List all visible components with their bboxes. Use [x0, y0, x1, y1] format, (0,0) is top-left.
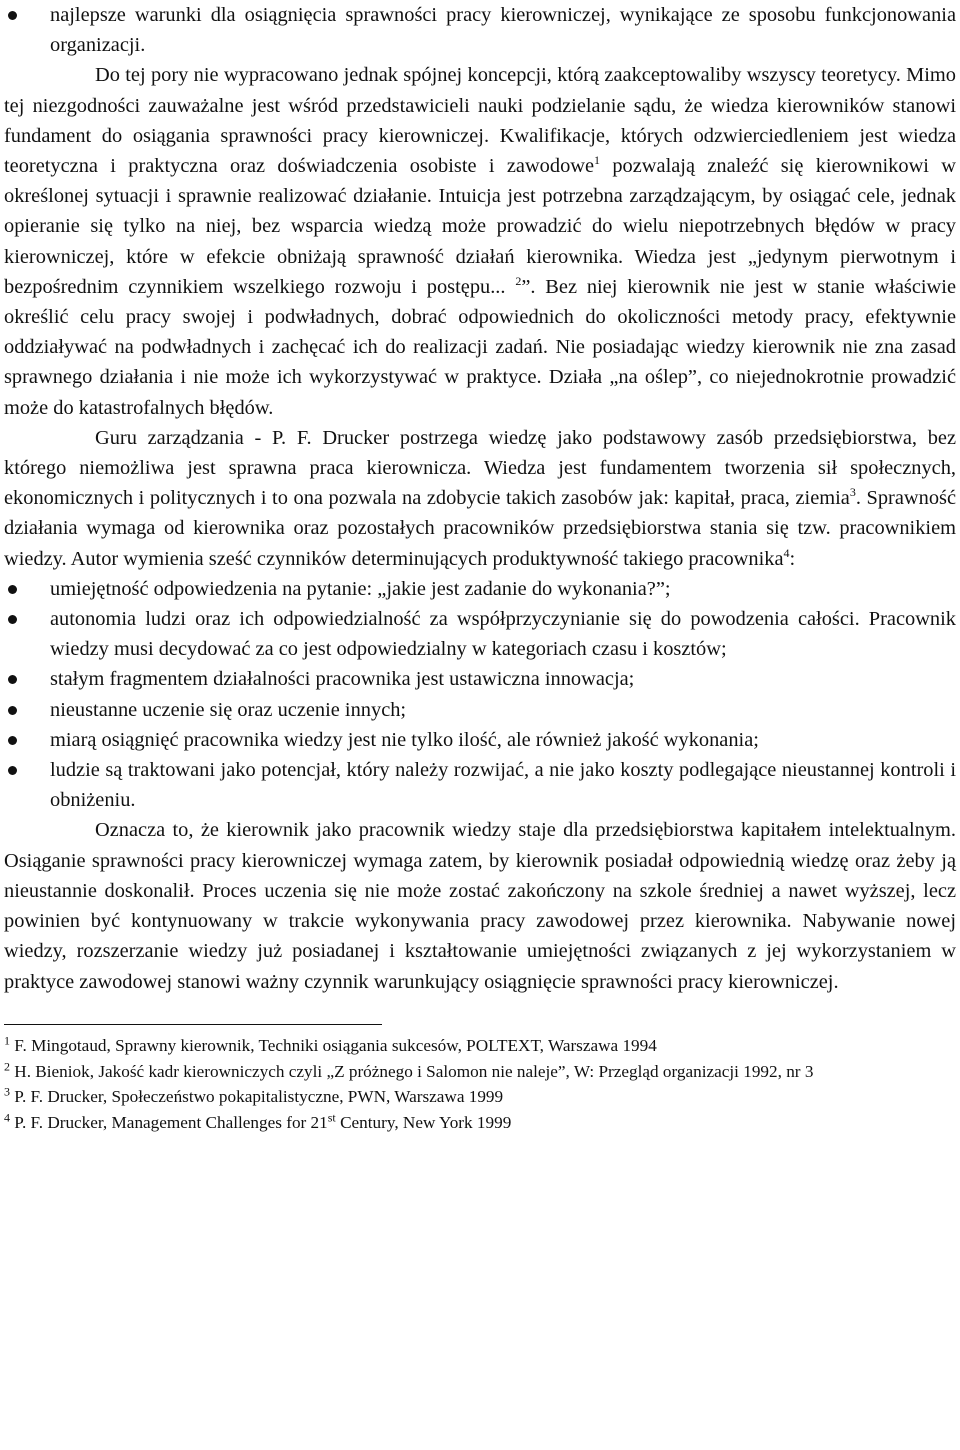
- paragraph-text: Do tej pory nie wypracowano jednak spójnej koncepcji, którą zaakceptowaliby wszyscy teoretycy. Mimo tej niezgodności zauważalne jest wśród przedstawicieli nauki podzielanie sądu, że wiedza kierowników stanowi fundament do osiągania sprawności pracy kierowniczej. Kwalifikacje, których odzwierciedleniem jest wiedza teoretyczna i praktyczna oraz doświadczenia osobiste i zawodowe: [4, 64, 956, 178]
- paragraph-knowledge: [4, 60, 956, 422]
- paragraph-text: pozwalają znaleźć się kierownikowi w określonej sytuacji i sprawnie realizować działanie. Intuicja jest potrzebna zarządzającym, by osiągać cele, jednak opieranie się tylko na niej, bez wsparcia wiedzą może prowadzić do wielu niepotrzebnych błędów w pracy kierowniczej, które w efekcie obniżają sprawność działań kierownika. Wiedza jest „jedynym pierwotnym i bezpośrednim czynnikiem wszelkiego rozwoju i postępu...: [4, 155, 957, 298]
- footnote-1: [4, 1033, 956, 1059]
- list-item: [4, 695, 956, 725]
- ordinal-suffix: st: [327, 1110, 336, 1125]
- footnote-text: Century, New York 1999: [335, 1113, 512, 1133]
- footnote-text: P. F. Drucker, Management Challenges for 21: [10, 1113, 328, 1133]
- list-item-text: stałym fragmentem działalności pracownika jest ustawiczna innowacja;: [50, 668, 635, 691]
- footnote-text: P. F. Drucker, Społeczeństwo pokapitalistyczne, PWN, Warszawa 1999: [10, 1087, 504, 1107]
- footnotes: [4, 1033, 956, 1136]
- paragraph-text: ”. Bez niej kierownik nie jest w stanie właściwie określić celu pracy swojej i podwładnych, dobrać odpowiednich do okoliczności metody pracy, efektywnie oddziaływać na podwładnych i zachęcać ich do realizacji zadań. Nie posiadając wiedzy kierownik nie zna zasad sprawnego działania i nie może ich wykorzystywać w praktyce. Działa „na oślep”, co niejednokrotnie prowadzić może do katastrofalnych błędów.: [4, 275, 956, 419]
- bullet-icon: [8, 585, 17, 594]
- bullet-icon: [8, 736, 17, 745]
- footnote-3: [4, 1084, 956, 1110]
- factors-list: [4, 574, 956, 816]
- footnote-ref[interactable]: 2: [515, 274, 522, 289]
- footnote-number: 4: [4, 1110, 10, 1125]
- list-item-text: nieustanne uczenie się oraz uczenie innych;: [50, 698, 407, 721]
- footnote-ref[interactable]: 1: [594, 153, 601, 168]
- footnote-number: 3: [4, 1084, 10, 1099]
- paragraph-conclusion: Oznacza to, że kierownik jako pracownik wiedzy staje dla przedsiębiorstwa kapitałem intelektualnym. Osiąganie sprawności pracy kierowniczej wymaga zatem, by kierownik posiadał odpowiednią wiedzę oraz żeby ją nieustannie doskonalił. Proces uczenia się nie może zostać zakończony na szkole średniej a nawet wyższej, lecz powinien być kontynuowany w trakcie wykonywania pracy zawodowej przez kierownika. Nabywanie nowej wiedzy, rozszerzanie wiedzy już posiadanej i kształtowanie umiejętności związanych z jej wykorzystaniem w praktyce zawodowej stanowi ważny czynnik warunkujący osiągnięcie sprawności pracy kierowniczej.: [4, 819, 956, 993]
- paragraph-text: :: [789, 547, 796, 570]
- footnote-number: 1: [4, 1032, 10, 1047]
- list-item: [4, 755, 956, 815]
- list-item: [4, 0, 956, 60]
- intro-bullet-list: [4, 0, 956, 60]
- footnote-number: 2: [4, 1058, 10, 1073]
- footnote-4: [4, 1110, 956, 1136]
- list-item-text: umiejętność odpowiedzenia na pytanie: „jakie jest zadanie do wykonania?”;: [50, 577, 671, 600]
- list-item-text: ludzie są traktowani jako potencjał, który należy rozwijać, a nie jako koszty podlegające nieustannej kontroli i obniżeniu.: [50, 759, 956, 812]
- bullet-icon: [8, 766, 17, 775]
- footnote-divider: [4, 1024, 382, 1025]
- footnote-2: [4, 1059, 956, 1085]
- paragraph-text: . Sprawność działania wymaga od kierownika oraz pozostałych pracowników przedsiębiorstwa stania się tzw. pracownikiem wiedzy. Autor wymienia sześć czynników determinujących produktywność takiego pracownika: [4, 487, 956, 570]
- list-item: [4, 725, 956, 755]
- list-item-text: autonomia ludzi oraz ich odpowiedzialność za współprzyczynianie się do powodzenia całości. Pracownik wiedzy musi decydować za co jest odpowiedzialny w kategoriach czasu i kosztów;: [50, 608, 956, 661]
- bullet-icon: [8, 615, 17, 624]
- footnote-text: F. Mingotaud, Sprawny kierownik, Techniki osiągania sukcesów, POLTEXT, Warszawa 1994: [10, 1035, 657, 1055]
- bullet-icon: [8, 11, 17, 20]
- paragraph-drucker: [4, 423, 956, 574]
- list-item: [4, 574, 956, 604]
- list-item-text: miarą osiągnięć pracownika wiedzy jest nie tylko ilość, ale również jakość wykonania;: [50, 728, 759, 751]
- paragraph-text: Guru zarządzania - P. F. Drucker postrzega wiedzę jako podstawowy zasób przedsiębiorstwa, bez którego niemożliwa jest sprawna praca kierownicza. Wiedza jest fundamentem tworzenia sił społecznych, ekonomicznych i politycznych i to ona pozwala na zdobycie takich zasobów jak: kapitał, praca, ziemia: [4, 426, 956, 510]
- list-item: [4, 664, 956, 694]
- bullet-icon: [8, 675, 17, 684]
- footnote-text: H. Bieniok, Jakość kadr kierowniczych czyli „Z próżnego i Salomon nie naleje”, W: Przegląd organizacji 1992, nr 3: [10, 1061, 814, 1081]
- list-item: [4, 604, 956, 664]
- footnote-ref[interactable]: 3: [849, 485, 856, 500]
- list-item-text: najlepsze warunki dla osiągnięcia sprawności pracy kierowniczej, wynikające ze sposobu funkcjonowania organizacji.: [50, 4, 956, 57]
- footnote-ref[interactable]: 4: [783, 545, 790, 560]
- bullet-icon: [8, 706, 17, 715]
